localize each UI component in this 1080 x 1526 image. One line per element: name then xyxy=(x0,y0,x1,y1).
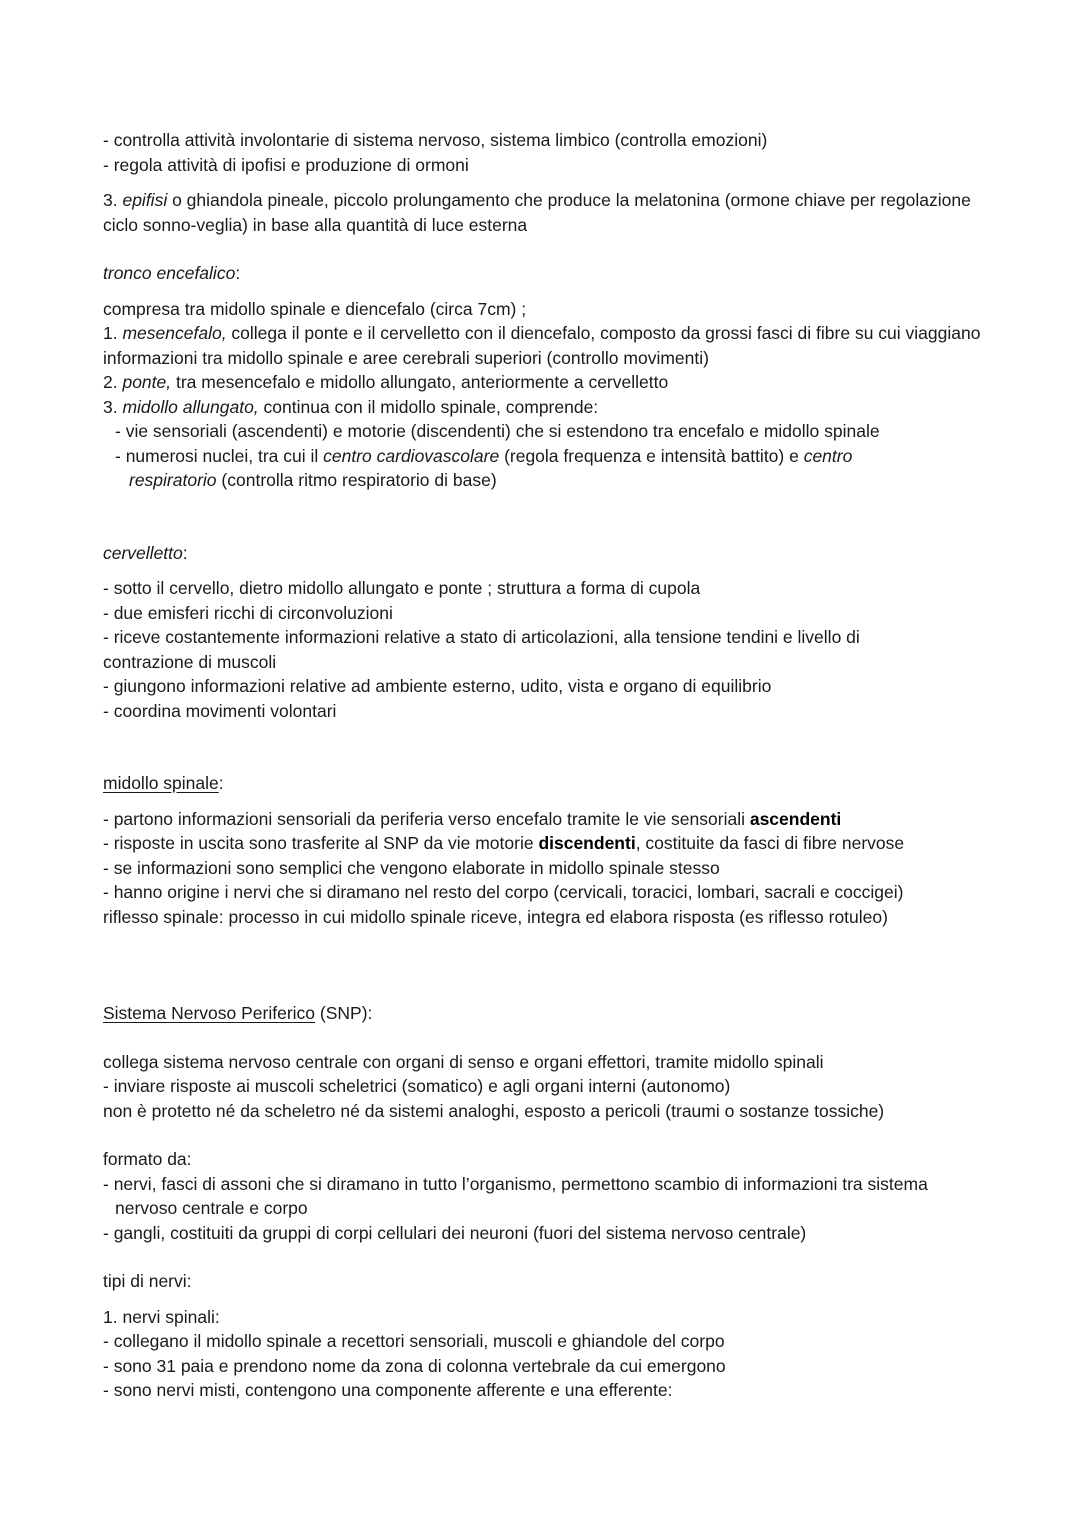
tronco-item-mesencefalo: 1. mesencefalo, collega il ponte e il cervelletto con il diencefalo, composto da grossi fasci di fibre su cui viaggiano informazioni tra midollo spinale e aree cerebrali superiori (controllo movimenti) xyxy=(103,323,981,368)
nervi-spinali-heading: 1. nervi spinali: xyxy=(103,1306,220,1327)
snp-tipi: tipi di nervi: xyxy=(103,1271,192,1291)
cervelletto-line: - giungono informazioni relative ad ambiente esterno, udito, vista e organo di equilibrio xyxy=(103,676,772,696)
cervelletto-line: - sotto il cervello, dietro midollo allungato e ponte ; struttura a forma di cupola xyxy=(103,578,701,598)
diencefalo-line: - regola attività di ipofisi e produzione di ormoni xyxy=(103,154,469,175)
page-content xyxy=(103,128,983,1403)
tronco-subitem: - vie sensoriali (ascendenti) e motorie (discendenti) che si estendono tra encefalo e midollo spinale xyxy=(115,421,880,441)
tronco-item-ponte: 2. ponte, tra mesencefalo e midollo allungato, anteriormente a cervelletto xyxy=(103,372,669,392)
tronco-subitem: - numerosi nuclei, tra cui il centro cardiovascolare (regola frequenza e intensità battito) e centro xyxy=(115,445,853,466)
section-heading-midollo: midollo spinale: xyxy=(103,773,224,793)
snp-line: collega sistema nervoso centrale con organi di senso e organi effettori, tramite midollo spinali xyxy=(103,1051,824,1072)
snp-line: - nervi, fasci di assoni che si diramano in tutto l’organismo, permettono scambio di informazioni tra sistema xyxy=(103,1173,928,1194)
nervi-spinali-line: - collegano il midollo spinale a recettori sensoriali, muscoli e ghiandole del corpo xyxy=(103,1331,725,1351)
nervi-spinali-line: - sono 31 paia e prendono nome da zona di colonna vertebrale da cui emergono xyxy=(103,1355,726,1376)
snp-line: non è protetto né da scheletro né da sistemi analoghi, esposto a pericoli (traumi o sostanze tossiche) xyxy=(103,1100,885,1121)
snp-formato: formato da: xyxy=(103,1149,192,1169)
snp-line: - gangli, costituiti da gruppi di corpi cellulari dei neuroni (fuori del sistema nervoso centrale) xyxy=(103,1222,807,1243)
tronco-subitem-cont: respiratorio (controlla ritmo respiratorio di base) xyxy=(129,470,497,490)
midollo-line: - se informazioni sono semplici che vengono elaborate in midollo spinale stesso xyxy=(103,857,720,878)
cervelletto-line: - coordina movimenti volontari xyxy=(103,700,337,721)
epifisi-paragraph: 3. epifisi o ghiandola pineale, piccolo prolungamento che produce la melatonina (ormone chiave per regolazione ciclo sonno-veglia) in base alla quantità di luce esterna xyxy=(103,190,971,235)
midollo-line: - hanno origine i nervi che si diramano nel resto del corpo (cervicali, toracici, lombari, sacrali e coccigei) xyxy=(103,882,904,902)
snp-line: - inviare risposte ai muscoli scheletrici (somatico) e agli organi interni (autonomo) xyxy=(103,1076,731,1096)
cervelletto-line: - riceve costantemente informazioni relative a stato di articolazioni, alla tensione tendini e livello di xyxy=(103,627,860,647)
cervelletto-line: contrazione di muscoli xyxy=(103,651,277,672)
section-heading-cervelletto: cervelletto: xyxy=(103,542,188,563)
tronco-item-midollo-allungato: 3. midollo allungato, continua con il midollo spinale, comprende: xyxy=(103,396,599,417)
cervelletto-line: - due emisferi ricchi di circonvoluzioni xyxy=(103,602,393,623)
snp-line-cont: nervoso centrale e corpo xyxy=(115,1198,308,1218)
nervi-spinali-line: - sono nervi misti, contengono una componente afferente e una efferente: xyxy=(103,1380,673,1400)
tronco-intro: compresa tra midollo spinale e diencefalo (circa 7cm) ; xyxy=(103,298,527,319)
midollo-line: - risposte in uscita sono trasferite al SNP da vie motorie discendenti, costituite da fasci di fibre nervose xyxy=(103,833,905,853)
diencefalo-line: - controlla attività involontarie di sistema nervoso, sistema limbico (controlla emozioni) xyxy=(103,130,768,150)
section-heading-snp: Sistema Nervoso Periferico (SNP): xyxy=(103,1003,373,1023)
midollo-line: riflesso spinale: processo in cui midollo spinale riceve, integra ed elabora risposta (es riflesso rotuleo) xyxy=(103,906,888,927)
midollo-line: - partono informazioni sensoriali da periferia verso encefalo tramite le vie sensoriali ascendenti xyxy=(103,808,842,829)
epifisi-term: epifisi xyxy=(122,190,168,210)
section-heading-tronco: tronco encefalico: xyxy=(103,263,241,283)
